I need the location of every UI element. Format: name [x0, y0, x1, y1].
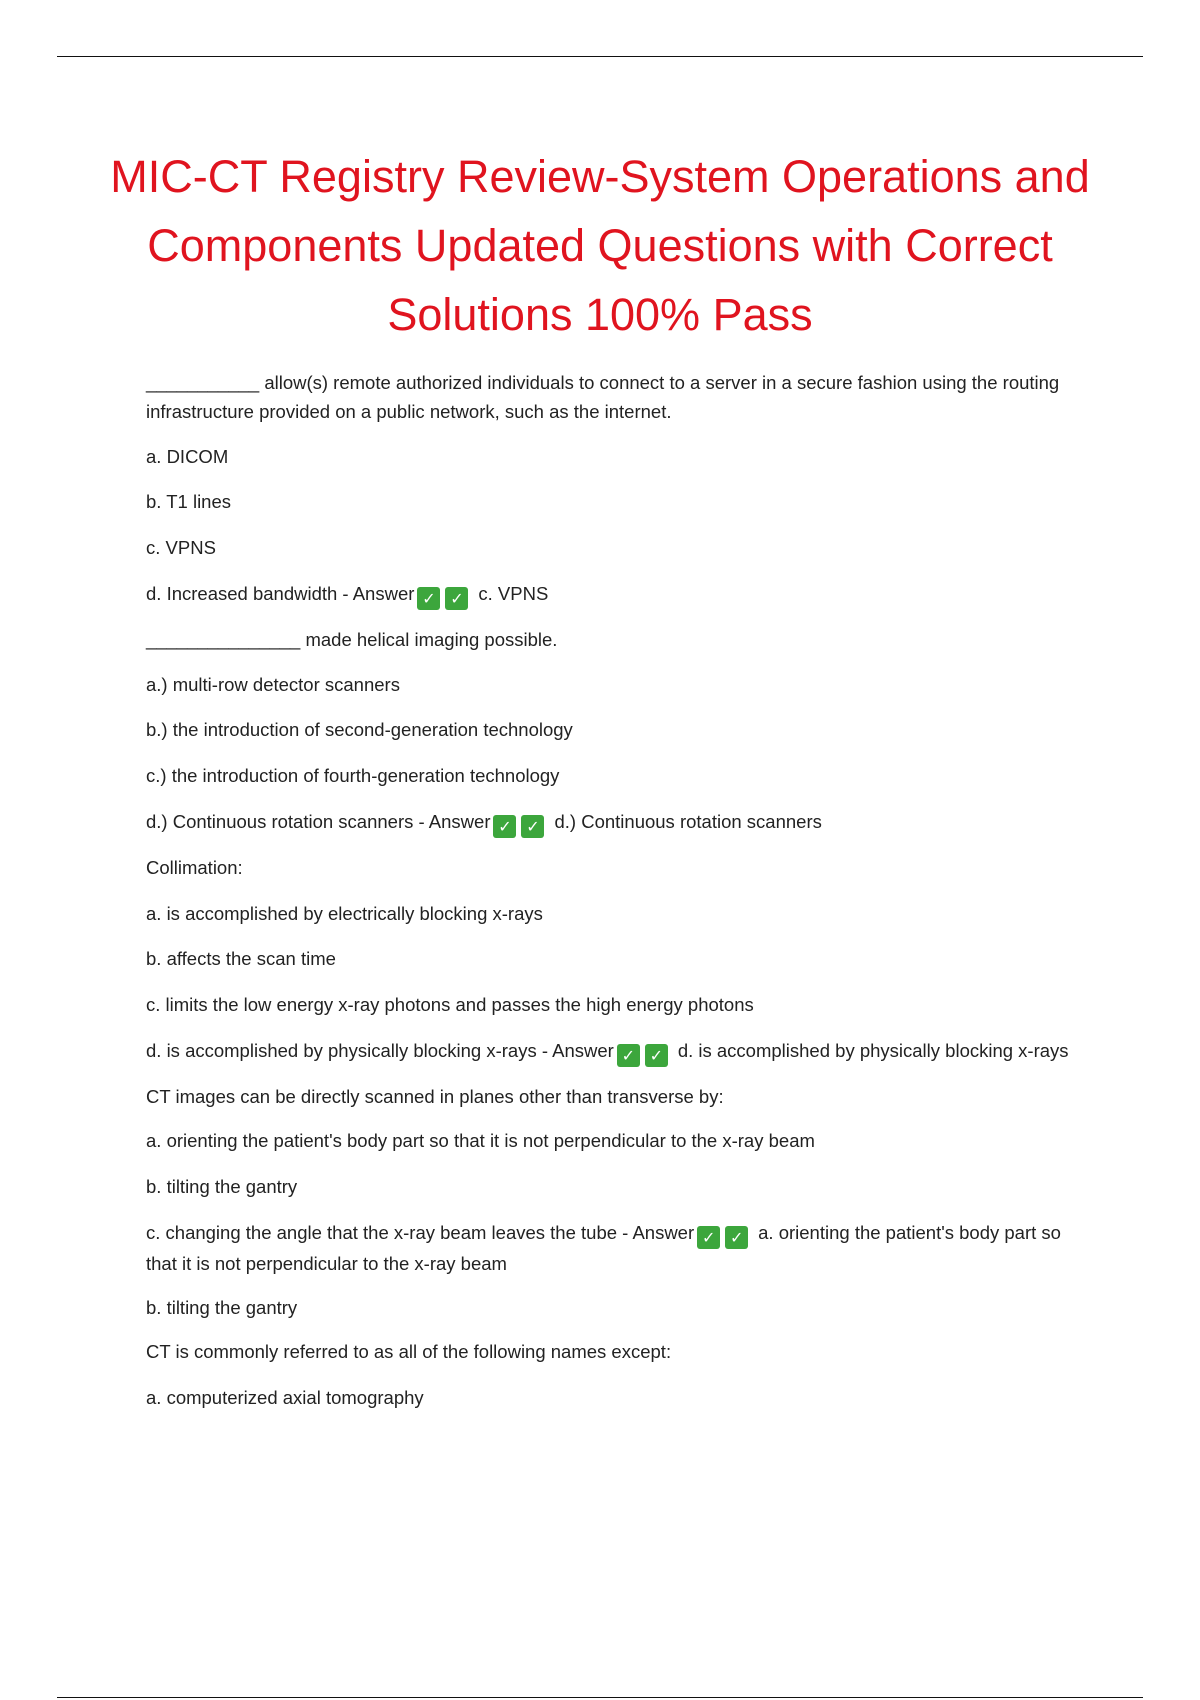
check-icon: ✓: [725, 1226, 748, 1249]
option: d. Increased bandwidth - Answer: [146, 583, 415, 604]
answer-text: d. is accomplished by physically blocking x-rays: [677, 1040, 1069, 1061]
question-stem: CT is commonly referred to as all of the following names except:: [146, 1341, 672, 1362]
check-icon: ✓: [445, 587, 468, 610]
answer-text: c. VPNS: [478, 583, 549, 604]
option: a. DICOM: [146, 446, 229, 467]
document-title: MIC-CT Registry Review-System Operations and Components Updated Questions with Correct Solutions 100% Pass: [110, 151, 1090, 340]
answer-line: [146, 579, 1092, 610]
option: c. VPNS: [146, 537, 216, 558]
option: d. is accomplished by physically blocking x-rays - Answer: [146, 1040, 614, 1061]
question-stem: Collimation:: [146, 857, 243, 878]
option: b. T1 lines: [146, 491, 232, 512]
header-rule: [57, 56, 1143, 57]
check-icon: ✓: [417, 587, 440, 610]
option: a. computerized axial tomography: [146, 1387, 424, 1408]
answer-extra: b. tilting the gantry: [146, 1297, 298, 1318]
footer-rule: [57, 1697, 1143, 1698]
check-icon: ✓: [697, 1226, 720, 1249]
answer-line: [146, 1036, 1092, 1067]
answer-text: a. orienting the patient's body part so that it is not perpendicular to the x-ray beam: [146, 1222, 1061, 1274]
check-icon: ✓: [521, 815, 544, 838]
option: a.) multi-row detector scanners: [146, 674, 400, 695]
check-icon: ✓: [493, 815, 516, 838]
option: b. tilting the gantry: [146, 1176, 298, 1197]
answer-line: [146, 1218, 1092, 1278]
option: a. orienting the patient's body part so that it is not perpendicular to the x-ray beam: [146, 1130, 815, 1151]
option: c.) the introduction of fourth-generation technology: [146, 765, 560, 786]
check-icon: ✓: [617, 1044, 640, 1067]
option: b. affects the scan time: [146, 948, 336, 969]
question-list: [146, 368, 1092, 1412]
option: d.) Continuous rotation scanners - Answer: [146, 811, 491, 832]
answer-line: [146, 807, 1092, 838]
option: b.) the introduction of second-generation technology: [146, 719, 573, 740]
question-stem: _______________ made helical imaging possible.: [146, 629, 558, 650]
option: c. changing the angle that the x-ray beam leaves the tube - Answer: [146, 1222, 695, 1243]
answer-text: d.) Continuous rotation scanners: [554, 811, 822, 832]
check-icon: ✓: [645, 1044, 668, 1067]
question-stem: ___________ allow(s) remote authorized individuals to connect to a server in a secure fashion using the routing infrastructure provided on a public network, such as the internet.: [146, 372, 1060, 422]
option: c. limits the low energy x-ray photons and passes the high energy photons: [146, 994, 754, 1015]
question-stem: CT images can be directly scanned in planes other than transverse by:: [146, 1086, 724, 1107]
option: a. is accomplished by electrically blocking x-rays: [146, 903, 543, 924]
